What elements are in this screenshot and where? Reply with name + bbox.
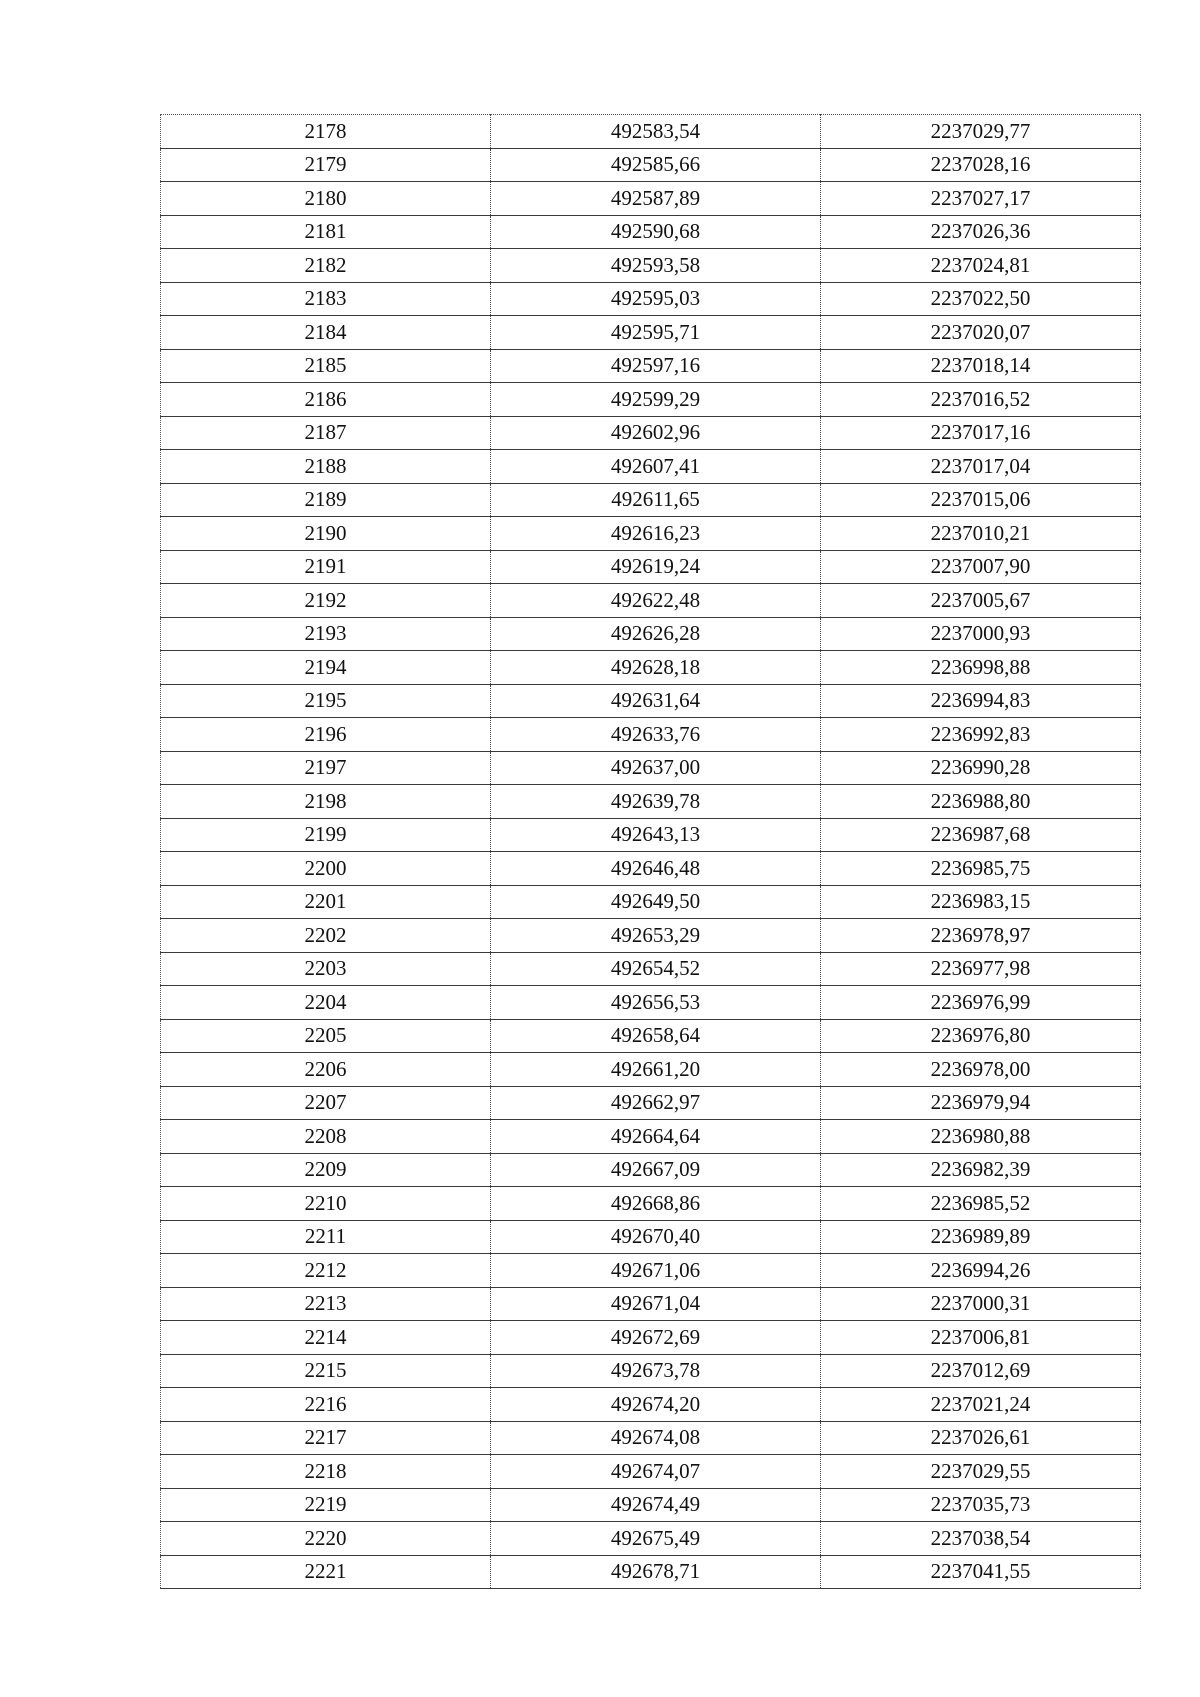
point-number-cell: 2212 — [161, 1254, 491, 1288]
x-coordinate-cell: 492583,54 — [491, 115, 821, 149]
point-number-cell: 2210 — [161, 1187, 491, 1221]
table-row — [161, 550, 1141, 584]
point-number-cell: 2213 — [161, 1287, 491, 1321]
point-number-cell: 2220 — [161, 1522, 491, 1556]
y-coordinate-cell: 2237000,31 — [821, 1287, 1141, 1321]
y-coordinate-cell: 2236992,83 — [821, 718, 1141, 752]
coordinates-table-body — [161, 115, 1141, 1589]
point-number-cell: 2193 — [161, 617, 491, 651]
table-row — [161, 1421, 1141, 1455]
y-coordinate-cell: 2237012,69 — [821, 1354, 1141, 1388]
table-row — [161, 349, 1141, 383]
x-coordinate-cell: 492667,09 — [491, 1153, 821, 1187]
table-row — [161, 919, 1141, 953]
y-coordinate-cell: 2236976,99 — [821, 986, 1141, 1020]
y-coordinate-cell: 2236994,83 — [821, 684, 1141, 718]
table-row — [161, 416, 1141, 450]
table-row — [161, 1120, 1141, 1154]
table-row — [161, 1555, 1141, 1589]
y-coordinate-cell: 2237026,61 — [821, 1421, 1141, 1455]
y-coordinate-cell: 2236985,75 — [821, 852, 1141, 886]
table-row — [161, 751, 1141, 785]
table-row — [161, 785, 1141, 819]
x-coordinate-cell: 492649,50 — [491, 885, 821, 919]
point-number-cell: 2181 — [161, 215, 491, 249]
point-number-cell: 2179 — [161, 148, 491, 182]
y-coordinate-cell: 2237021,24 — [821, 1388, 1141, 1422]
point-number-cell: 2204 — [161, 986, 491, 1020]
x-coordinate-cell: 492664,64 — [491, 1120, 821, 1154]
point-number-cell: 2202 — [161, 919, 491, 953]
y-coordinate-cell: 2237022,50 — [821, 282, 1141, 316]
point-number-cell: 2205 — [161, 1019, 491, 1053]
table-row — [161, 1455, 1141, 1489]
y-coordinate-cell: 2237024,81 — [821, 249, 1141, 283]
y-coordinate-cell: 2236990,28 — [821, 751, 1141, 785]
table-row — [161, 383, 1141, 417]
point-number-cell: 2190 — [161, 517, 491, 551]
x-coordinate-cell: 492675,49 — [491, 1522, 821, 1556]
x-coordinate-cell: 492674,08 — [491, 1421, 821, 1455]
table-row — [161, 718, 1141, 752]
x-coordinate-cell: 492639,78 — [491, 785, 821, 819]
point-number-cell: 2219 — [161, 1488, 491, 1522]
x-coordinate-cell: 492653,29 — [491, 919, 821, 953]
point-number-cell: 2200 — [161, 852, 491, 886]
x-coordinate-cell: 492626,28 — [491, 617, 821, 651]
point-number-cell: 2197 — [161, 751, 491, 785]
point-number-cell: 2196 — [161, 718, 491, 752]
table-row — [161, 852, 1141, 886]
x-coordinate-cell: 492602,96 — [491, 416, 821, 450]
y-coordinate-cell: 2236980,88 — [821, 1120, 1141, 1154]
table-row — [161, 1053, 1141, 1087]
y-coordinate-cell: 2237029,55 — [821, 1455, 1141, 1489]
table-row — [161, 1321, 1141, 1355]
x-coordinate-cell: 492611,65 — [491, 483, 821, 517]
point-number-cell: 2195 — [161, 684, 491, 718]
x-coordinate-cell: 492595,03 — [491, 282, 821, 316]
x-coordinate-cell: 492674,07 — [491, 1455, 821, 1489]
x-coordinate-cell: 492619,24 — [491, 550, 821, 584]
point-number-cell: 2203 — [161, 952, 491, 986]
table-row — [161, 1086, 1141, 1120]
y-coordinate-cell: 2237000,93 — [821, 617, 1141, 651]
point-number-cell: 2189 — [161, 483, 491, 517]
x-coordinate-cell: 492668,86 — [491, 1187, 821, 1221]
x-coordinate-cell: 492674,49 — [491, 1488, 821, 1522]
point-number-cell: 2191 — [161, 550, 491, 584]
x-coordinate-cell: 492595,71 — [491, 316, 821, 350]
x-coordinate-cell: 492673,78 — [491, 1354, 821, 1388]
table-row — [161, 517, 1141, 551]
point-number-cell: 2208 — [161, 1120, 491, 1154]
y-coordinate-cell: 2237038,54 — [821, 1522, 1141, 1556]
y-coordinate-cell: 2236979,94 — [821, 1086, 1141, 1120]
y-coordinate-cell: 2236994,26 — [821, 1254, 1141, 1288]
coordinates-table — [160, 114, 1141, 1589]
point-number-cell: 2188 — [161, 450, 491, 484]
table-row — [161, 818, 1141, 852]
y-coordinate-cell: 2237026,36 — [821, 215, 1141, 249]
table-row — [161, 215, 1141, 249]
y-coordinate-cell: 2236977,98 — [821, 952, 1141, 986]
y-coordinate-cell: 2236978,00 — [821, 1053, 1141, 1087]
table-row — [161, 249, 1141, 283]
x-coordinate-cell: 492646,48 — [491, 852, 821, 886]
point-number-cell: 2206 — [161, 1053, 491, 1087]
table-row — [161, 1220, 1141, 1254]
y-coordinate-cell: 2237028,16 — [821, 148, 1141, 182]
table-row — [161, 617, 1141, 651]
x-coordinate-cell: 492637,00 — [491, 751, 821, 785]
y-coordinate-cell: 2236987,68 — [821, 818, 1141, 852]
y-coordinate-cell: 2237020,07 — [821, 316, 1141, 350]
point-number-cell: 2221 — [161, 1555, 491, 1589]
point-number-cell: 2198 — [161, 785, 491, 819]
x-coordinate-cell: 492631,64 — [491, 684, 821, 718]
table-row — [161, 885, 1141, 919]
x-coordinate-cell: 492628,18 — [491, 651, 821, 685]
x-coordinate-cell: 492607,41 — [491, 450, 821, 484]
point-number-cell: 2207 — [161, 1086, 491, 1120]
y-coordinate-cell: 2236989,89 — [821, 1220, 1141, 1254]
point-number-cell: 2182 — [161, 249, 491, 283]
table-row — [161, 1354, 1141, 1388]
table-row — [161, 450, 1141, 484]
y-coordinate-cell: 2236978,97 — [821, 919, 1141, 953]
x-coordinate-cell: 492654,52 — [491, 952, 821, 986]
table-row — [161, 1019, 1141, 1053]
x-coordinate-cell: 492671,04 — [491, 1287, 821, 1321]
x-coordinate-cell: 492656,53 — [491, 986, 821, 1020]
point-number-cell: 2216 — [161, 1388, 491, 1422]
point-number-cell: 2217 — [161, 1421, 491, 1455]
x-coordinate-cell: 492597,16 — [491, 349, 821, 383]
y-coordinate-cell: 2236985,52 — [821, 1187, 1141, 1221]
x-coordinate-cell: 492590,68 — [491, 215, 821, 249]
table-row — [161, 316, 1141, 350]
point-number-cell: 2178 — [161, 115, 491, 149]
y-coordinate-cell: 2237017,04 — [821, 450, 1141, 484]
y-coordinate-cell: 2236998,88 — [821, 651, 1141, 685]
y-coordinate-cell: 2237006,81 — [821, 1321, 1141, 1355]
x-coordinate-cell: 492599,29 — [491, 383, 821, 417]
y-coordinate-cell: 2237017,16 — [821, 416, 1141, 450]
y-coordinate-cell: 2237010,21 — [821, 517, 1141, 551]
y-coordinate-cell: 2237015,06 — [821, 483, 1141, 517]
y-coordinate-cell: 2237029,77 — [821, 115, 1141, 149]
x-coordinate-cell: 492593,58 — [491, 249, 821, 283]
y-coordinate-cell: 2237005,67 — [821, 584, 1141, 618]
table-row — [161, 282, 1141, 316]
x-coordinate-cell: 492643,13 — [491, 818, 821, 852]
point-number-cell: 2214 — [161, 1321, 491, 1355]
point-number-cell: 2209 — [161, 1153, 491, 1187]
table-row — [161, 182, 1141, 216]
table-row — [161, 483, 1141, 517]
point-number-cell: 2187 — [161, 416, 491, 450]
x-coordinate-cell: 492616,23 — [491, 517, 821, 551]
x-coordinate-cell: 492658,64 — [491, 1019, 821, 1053]
x-coordinate-cell: 492662,97 — [491, 1086, 821, 1120]
table-row — [161, 986, 1141, 1020]
point-number-cell: 2218 — [161, 1455, 491, 1489]
table-row — [161, 952, 1141, 986]
table-row — [161, 1287, 1141, 1321]
point-number-cell: 2186 — [161, 383, 491, 417]
point-number-cell: 2180 — [161, 182, 491, 216]
x-coordinate-cell: 492622,48 — [491, 584, 821, 618]
x-coordinate-cell: 492587,89 — [491, 182, 821, 216]
y-coordinate-cell: 2237016,52 — [821, 383, 1141, 417]
y-coordinate-cell: 2236983,15 — [821, 885, 1141, 919]
table-row — [161, 1522, 1141, 1556]
x-coordinate-cell: 492670,40 — [491, 1220, 821, 1254]
table-row — [161, 1488, 1141, 1522]
table-row — [161, 1153, 1141, 1187]
x-coordinate-cell: 492585,66 — [491, 148, 821, 182]
table-row — [161, 1187, 1141, 1221]
y-coordinate-cell: 2236988,80 — [821, 785, 1141, 819]
y-coordinate-cell: 2237035,73 — [821, 1488, 1141, 1522]
table-row — [161, 1388, 1141, 1422]
y-coordinate-cell: 2236982,39 — [821, 1153, 1141, 1187]
point-number-cell: 2192 — [161, 584, 491, 618]
x-coordinate-cell: 492671,06 — [491, 1254, 821, 1288]
point-number-cell: 2215 — [161, 1354, 491, 1388]
point-number-cell: 2194 — [161, 651, 491, 685]
point-number-cell: 2201 — [161, 885, 491, 919]
point-number-cell: 2183 — [161, 282, 491, 316]
x-coordinate-cell: 492678,71 — [491, 1555, 821, 1589]
x-coordinate-cell: 492661,20 — [491, 1053, 821, 1087]
point-number-cell: 2199 — [161, 818, 491, 852]
y-coordinate-cell: 2237041,55 — [821, 1555, 1141, 1589]
point-number-cell: 2185 — [161, 349, 491, 383]
table-row — [161, 1254, 1141, 1288]
table-row — [161, 148, 1141, 182]
y-coordinate-cell: 2237007,90 — [821, 550, 1141, 584]
y-coordinate-cell: 2236976,80 — [821, 1019, 1141, 1053]
x-coordinate-cell: 492672,69 — [491, 1321, 821, 1355]
x-coordinate-cell: 492674,20 — [491, 1388, 821, 1422]
x-coordinate-cell: 492633,76 — [491, 718, 821, 752]
y-coordinate-cell: 2237027,17 — [821, 182, 1141, 216]
y-coordinate-cell: 2237018,14 — [821, 349, 1141, 383]
table-row — [161, 684, 1141, 718]
point-number-cell: 2211 — [161, 1220, 491, 1254]
table-row — [161, 651, 1141, 685]
table-row — [161, 584, 1141, 618]
table-row — [161, 115, 1141, 149]
point-number-cell: 2184 — [161, 316, 491, 350]
